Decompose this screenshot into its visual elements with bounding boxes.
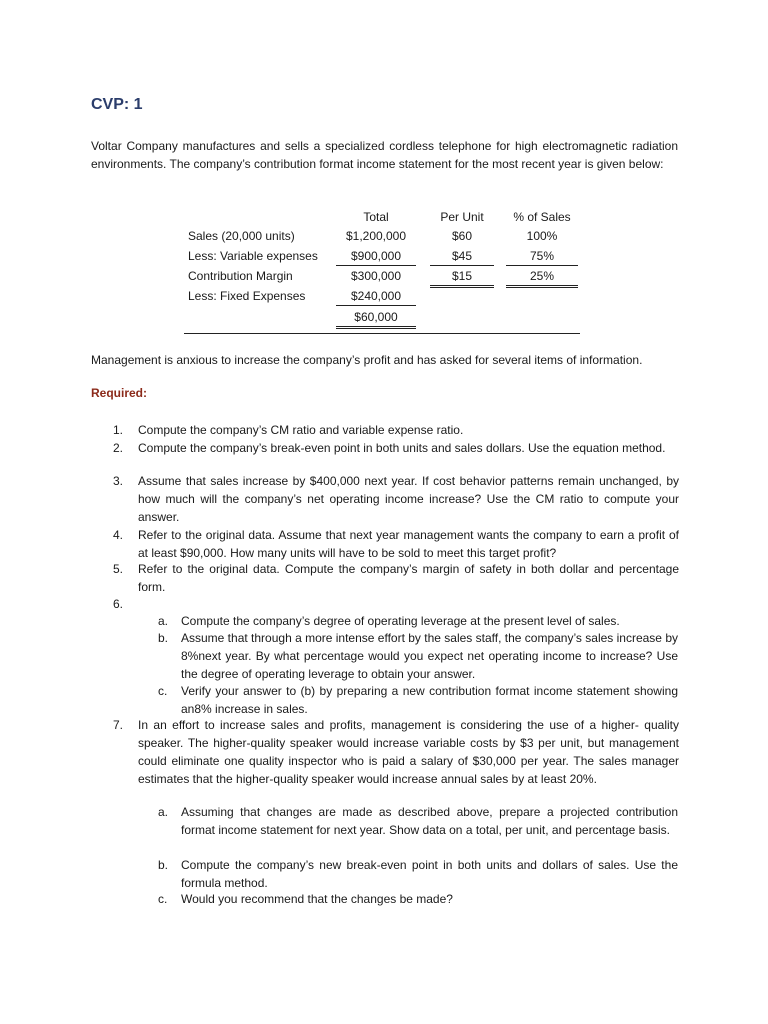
sub-question-text: Compute the company’s new break-even point in both units and dollars of sales. Use the formula method. [181, 858, 678, 890]
required-heading: Required: [91, 386, 148, 400]
row-total: $300,000 [350, 269, 402, 283]
question-number: 7. [113, 718, 124, 732]
row-label: Less: Variable expenses [188, 249, 318, 263]
sub-question-letter: b. [158, 858, 169, 872]
question-text: Refer to the original data. Assume that next year management wants the company to earn a profit of at least $90,000. How many units will have to be sold to meet this target profit? [138, 528, 679, 560]
sub-question-text: Assuming that changes are made as described above, prepare a projected contribution format income statement for next year. Show data on a total, per unit, and percentage basis. [181, 805, 678, 837]
row-total: $60,000 [336, 308, 416, 329]
header-per-unit: Per Unit [440, 210, 484, 224]
row-total: $240,000 [336, 287, 416, 306]
row-pct: 25% [506, 267, 578, 288]
header-pct-of-sales: % of Sales [513, 210, 571, 224]
question-text: Refer to the original data. Compute the company’s margin of safety in both dollar and percentage form. [138, 562, 679, 594]
row-pct: 100% [526, 229, 558, 243]
sub-question-text: Would you recommend that the changes be made? [181, 892, 453, 906]
row-pct: 75% [506, 247, 578, 266]
row-per-unit: $60 [451, 229, 473, 243]
row-per-unit: $15 [430, 267, 494, 288]
question-text: Compute the company’s CM ratio and variable expense ratio. [138, 423, 464, 437]
question-number: 5. [113, 562, 124, 576]
question-text: In an effort to increase sales and profits, management is considering the use of a higher- quality speaker. The higher-quality speaker would increase variable costs by $3 per unit, but management could eliminate one quality inspector who is paid a salary of $30,000 per year. The sales manager estimates that the higher-quality speaker would increase annual sales by at least 20%. [138, 718, 679, 786]
sub-question-letter: a. [158, 805, 169, 819]
management-paragraph: Management is anxious to increase the company’s profit and has asked for several items of information. [91, 353, 643, 367]
question-text: Compute the company’s break-even point in both units and sales dollars. Use the equation method. [138, 441, 666, 455]
question-number: 6. [113, 597, 124, 611]
sub-question-letter: c. [158, 892, 168, 906]
row-per-unit: $45 [430, 247, 494, 266]
header-total: Total [363, 210, 389, 224]
sub-question-letter: c. [158, 684, 168, 698]
question-text: Assume that sales increase by $400,000 next year. If cost behavior patterns remain unchanged, by how much will the company’s net operating income increase? Use the CM ratio to compute your answer. [138, 474, 679, 524]
row-total: $1,200,000 [345, 229, 407, 243]
question-number: 4. [113, 528, 124, 542]
sub-question-text: Compute the company’s degree of operating leverage at the present level of sales. [181, 614, 620, 628]
sub-question-text: Assume that through a more intense effort by the sales staff, the company’s sales increase by 8%next year. By what percentage would you expect net operating income to increase? Use the degree of operating leverage to obtain your answer. [181, 631, 678, 681]
page-title: CVP: 1 [91, 96, 143, 113]
row-total: $900,000 [336, 247, 416, 266]
row-label: Sales (20,000 units) [188, 229, 295, 243]
row-label: Less: Fixed Expenses [188, 289, 306, 303]
sub-question-letter: a. [158, 614, 169, 628]
table-bottom-rule [184, 333, 580, 334]
row-label: Contribution Margin [188, 269, 293, 283]
intro-paragraph: Voltar Company manufactures and sells a specialized cordless telephone for high electromagnetic radiation environments. The company’s contribution format income statement for the most recent year is given below: [91, 139, 678, 171]
sub-question-text: Verify your answer to (b) by preparing a new contribution format income statement showing an8% increase in sales. [181, 684, 678, 716]
sub-question-letter: b. [158, 631, 169, 645]
question-number: 3. [113, 474, 124, 488]
question-number: 2. [113, 441, 124, 455]
question-number: 1. [113, 423, 124, 437]
